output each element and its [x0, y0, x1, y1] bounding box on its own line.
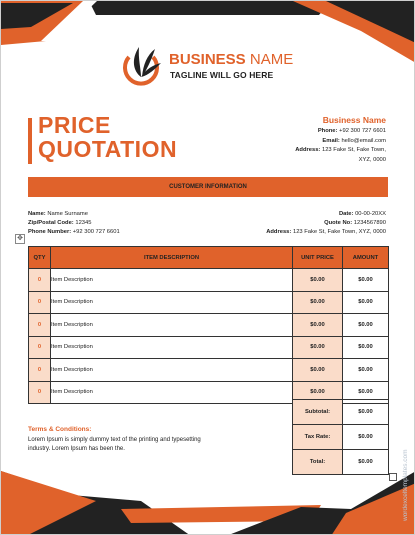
- tagline: TAGLINE WILL GO HERE: [170, 70, 274, 80]
- company-name: Business Name: [322, 115, 386, 125]
- business-name-light: NAME: [249, 51, 294, 68]
- table-move-handle[interactable]: ✥: [15, 234, 25, 244]
- row-amount: $0.00: [343, 314, 389, 337]
- quote-number: 1234567890: [353, 220, 386, 226]
- customer-address-row: [266, 228, 386, 237]
- title-line-1: PRICE: [38, 112, 111, 138]
- total-row: [293, 450, 389, 475]
- company-phone-label: Phone:: [317, 128, 338, 134]
- row-description: Item Description: [51, 336, 293, 359]
- tax-row: [293, 425, 389, 450]
- row-description: Item Description: [51, 314, 293, 337]
- tax-label: Tax Rate:: [293, 425, 343, 450]
- subtotal-label: Subtotal:: [293, 400, 343, 425]
- header-qty: QTY: [29, 247, 51, 269]
- row-description: Item Description: [51, 291, 293, 314]
- quote-date: 00-00-20XX: [355, 211, 386, 217]
- title-accent-bar: [28, 118, 32, 164]
- customer-zip-label: Zip/Postal Code:: [28, 220, 74, 226]
- company-contact-block: [295, 114, 386, 165]
- customer-name: Name Surname: [47, 211, 88, 217]
- tax-value: $0.00: [343, 425, 389, 450]
- row-description: Item Description: [51, 359, 293, 382]
- row-amount: $0.00: [343, 336, 389, 359]
- terms-title: Terms & Conditions:: [28, 426, 92, 433]
- company-phone-row: [295, 127, 386, 137]
- table-row: [29, 336, 389, 359]
- customer-left-block: [28, 210, 120, 237]
- subtotal-value: $0.00: [343, 400, 389, 425]
- customer-zip: 12345: [75, 220, 92, 226]
- quote-date-label: Date:: [338, 211, 354, 217]
- company-address-line2: XYZ, 0000: [358, 156, 386, 163]
- row-amount: $0.00: [343, 359, 389, 382]
- items-header-row: [29, 247, 389, 269]
- resize-handle[interactable]: [389, 473, 397, 481]
- customer-zip-row: [28, 219, 120, 228]
- customer-phone-row: [28, 228, 120, 237]
- row-unit-price: $0.00: [293, 291, 343, 314]
- company-address-label: Address:: [295, 147, 321, 154]
- row-amount: $0.00: [343, 381, 389, 404]
- customer-address: 123 Fake St, Fake Town, XYZ, 0000: [292, 229, 386, 235]
- row-description: Item Description: [51, 269, 293, 292]
- table-row: [29, 269, 389, 292]
- header-unit-price: UNIT PRICE: [293, 247, 343, 269]
- document-title: [38, 113, 177, 161]
- watermark: [393, 331, 409, 521]
- customer-phone: +92 300 727 6601: [72, 229, 120, 235]
- row-qty: 0: [29, 269, 51, 292]
- watermark-text: wordexceltemplates.com: [402, 449, 409, 521]
- row-unit-price: $0.00: [293, 314, 343, 337]
- company-logo: [119, 41, 163, 87]
- totals-table: [292, 399, 389, 475]
- title-line-2: QUOTATION: [38, 136, 178, 162]
- header-description: ITEM DESCRIPTION: [51, 247, 293, 269]
- customer-phone-label: Phone Number:: [28, 229, 72, 235]
- row-qty: 0: [29, 291, 51, 314]
- customer-name-label: Name:: [28, 211, 46, 217]
- row-qty: 0: [29, 359, 51, 382]
- table-row: [29, 359, 389, 382]
- customer-address-label: Address:: [266, 229, 292, 235]
- customer-information-bar: CUSTOMER INFORMATION: [28, 177, 388, 197]
- customer-right-block: [266, 210, 386, 237]
- company-email-row: [295, 137, 386, 147]
- total-label: Total:: [293, 450, 343, 475]
- company-email: hello@email.com: [341, 137, 386, 144]
- company-address-row: [295, 146, 386, 156]
- row-unit-price: $0.00: [293, 381, 343, 404]
- total-value: $0.00: [343, 450, 389, 475]
- terms-body: Lorem Ipsum is simply dummy text of the printing and typesetting industry. Lorem Ipsum has been the.: [28, 437, 201, 452]
- subtotal-row: [293, 400, 389, 425]
- table-row: [29, 314, 389, 337]
- row-qty: 0: [29, 336, 51, 359]
- top-dark-band: [89, 1, 331, 15]
- company-phone: +92 300 727 6601: [339, 128, 386, 134]
- business-name: [169, 51, 293, 68]
- row-unit-price: $0.00: [293, 359, 343, 382]
- company-email-label: Email:: [322, 137, 340, 144]
- items-table: [28, 246, 389, 404]
- quote-date-row: [266, 210, 386, 219]
- header-amount: AMOUNT: [343, 247, 389, 269]
- row-unit-price: $0.00: [293, 336, 343, 359]
- quote-number-label: Quote No:: [324, 220, 353, 226]
- row-qty: 0: [29, 381, 51, 404]
- quote-number-row: [266, 219, 386, 228]
- row-amount: $0.00: [343, 269, 389, 292]
- customer-name-row: [28, 210, 120, 219]
- row-qty: 0: [29, 314, 51, 337]
- business-name-bold: BUSINESS: [169, 51, 246, 68]
- table-row: [29, 291, 389, 314]
- company-address-line1: 123 Fake St, Fake Town,: [321, 147, 386, 154]
- row-amount: $0.00: [343, 291, 389, 314]
- row-description: Item Description: [51, 381, 293, 404]
- row-unit-price: $0.00: [293, 269, 343, 292]
